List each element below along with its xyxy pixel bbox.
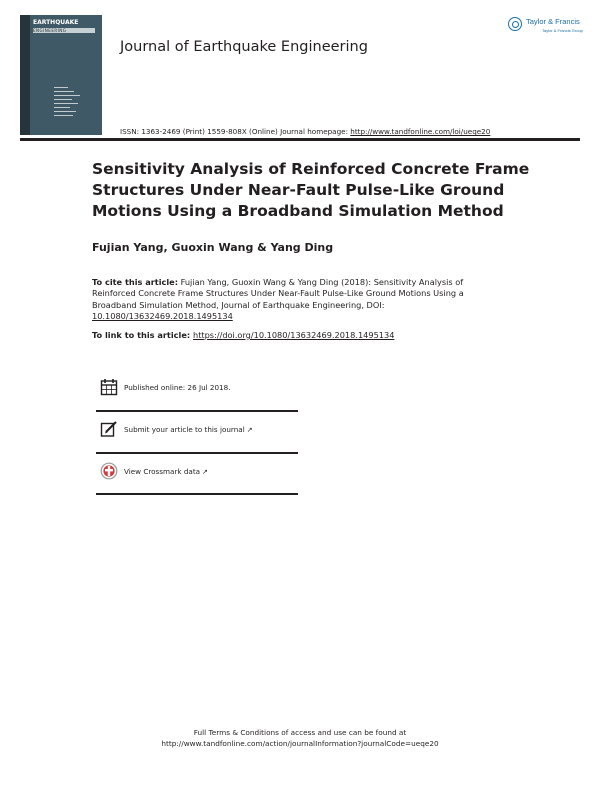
cover-subtitle: ENGINEERING: [33, 28, 95, 33]
article-authors: Fujian Yang, Guoxin Wang & Yang Ding: [92, 241, 334, 254]
calendar-icon: [100, 378, 118, 396]
cover-spine: [20, 15, 30, 135]
journal-homepage-link[interactable]: http://www.tandfonline.com/loi/ueqe20: [350, 127, 491, 136]
edit-icon: [100, 420, 118, 438]
header-divider: [20, 138, 580, 141]
article-doi-link[interactable]: https://doi.org/10.1080/13632469.2018.1495134: [193, 330, 395, 340]
publisher-logo-subtext: Taylor & Francis Group: [542, 28, 583, 33]
crossmark-icon: [100, 462, 118, 480]
footer: [0, 727, 600, 749]
publisher-logo-text: Taylor & Francis: [526, 17, 580, 26]
issn-text: ISSN: 1363-2469 (Print) 1559-808X (Online) Journal homepage:: [120, 127, 351, 136]
divider: [96, 493, 298, 495]
journal-title: Journal of Earthquake Engineering: [120, 39, 368, 55]
article-link-label: To link to this article:: [92, 330, 193, 340]
journal-cover-image: [20, 15, 102, 135]
citation-doi-link[interactable]: 10.1080/13632469.2018.1495134: [92, 310, 233, 321]
publisher-logo-icon: [508, 17, 522, 31]
footer-terms-url[interactable]: http://www.tandfonline.com/action/journalInformation?journalCode=ueqe20: [161, 739, 439, 748]
divider: [96, 452, 298, 454]
citation-text: Fujian Yang, Guoxin Wang & Yang Ding (2018): Sensitivity Analysis of Reinforced Concrete Frame Structures Under Near-Fault Pulse-Like Ground Motions Using a Broadband Simulation Method, Journal of Earthquake Engineering, DOI:: [92, 277, 464, 310]
published-online-row: [96, 378, 298, 405]
external-link-icon: ↗: [202, 468, 208, 476]
submit-article-text: [124, 425, 253, 434]
crossmark-text: [124, 467, 208, 476]
crossmark-label: View Crossmark data: [124, 467, 201, 476]
citation-label: To cite this article:: [92, 277, 178, 287]
issn-line: [120, 127, 490, 136]
divider: [96, 410, 298, 412]
submit-article-label: Submit your article to this journal: [124, 425, 245, 434]
submit-article-link[interactable]: [96, 420, 298, 447]
publisher-logo: [508, 15, 584, 39]
article-title: Sensitivity Analysis of Reinforced Concrete Frame Structures Under Near-Fault Pulse-Like Ground Motions Using a Broadband Simulation Method: [92, 160, 530, 220]
cover-title: EARTHQUAKE: [33, 19, 79, 26]
published-online-text: Published online: 26 Jul 2018.: [124, 383, 231, 392]
external-link-icon: ↗: [246, 426, 253, 434]
crossmark-link[interactable]: [96, 462, 298, 489]
citation-block: [92, 277, 492, 322]
cover-text-lines: [54, 87, 80, 119]
footer-terms-text: Full Terms & Conditions of access and use can be found at: [193, 728, 407, 737]
article-link-line: [92, 330, 394, 340]
